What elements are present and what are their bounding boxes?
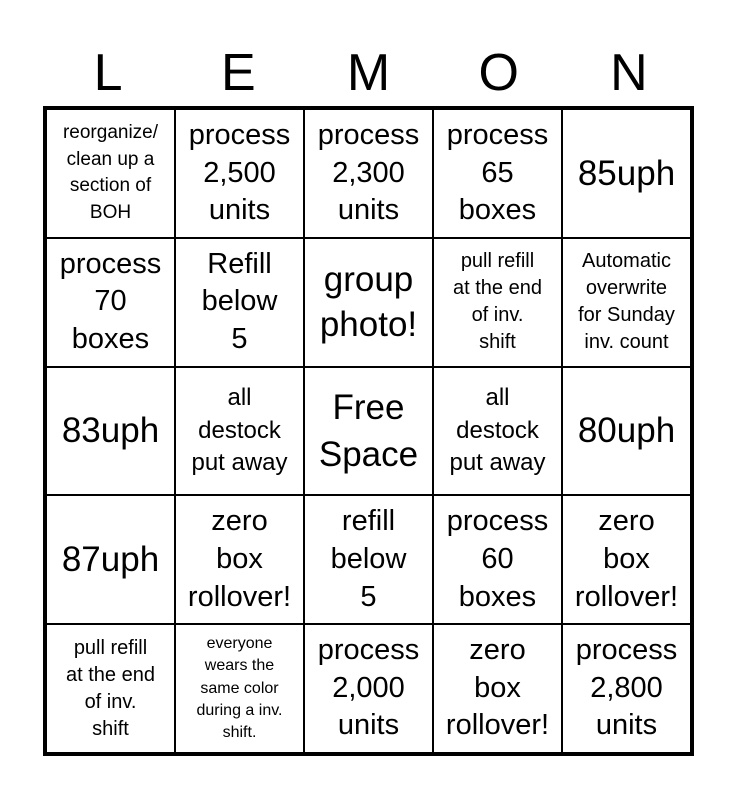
bingo-cell-r4-c4[interactable] — [433, 495, 562, 624]
bingo-cell-r4-c3[interactable] — [304, 495, 433, 624]
title-letter-o: O — [478, 44, 519, 102]
bingo-cell-r3-c5[interactable] — [562, 367, 691, 496]
bingo-title — [43, 40, 694, 106]
bingo-cell-text: all destock put away — [191, 384, 288, 477]
bingo-cell-text: Free Space — [318, 387, 419, 474]
bingo-cell-text: 87uph — [61, 540, 160, 580]
bingo-cell-r4-c2[interactable] — [175, 495, 304, 624]
title-letter-m: M — [346, 44, 391, 102]
bingo-cell-text: all destock put away — [449, 384, 546, 477]
bingo-cell-r5-c1[interactable] — [46, 624, 175, 753]
bingo-cell-text: 85uph — [577, 153, 676, 193]
bingo-cell-text: zero box rollover! — [187, 505, 292, 613]
bingo-cell-r1-c5[interactable] — [562, 109, 691, 238]
bingo-cell-r4-c1[interactable] — [46, 495, 175, 624]
bingo-cell-text: group photo! — [319, 259, 418, 345]
bingo-cell-text: zero box rollover! — [445, 634, 550, 742]
bingo-cell-text: process 2,500 units — [188, 118, 291, 227]
bingo-cell-r5-c2[interactable] — [175, 624, 304, 753]
bingo-cell-r5-c3[interactable] — [304, 624, 433, 753]
free-space-cell[interactable] — [304, 367, 433, 496]
bingo-cell-text: reorganize/ clean up a section of BOH — [62, 122, 159, 223]
bingo-cell-text: pull refill at the end of inv. shift — [66, 636, 155, 740]
bingo-board — [43, 106, 694, 756]
bingo-cell-text: process 65 boxes — [446, 118, 549, 227]
title-letter-e: E — [220, 44, 256, 102]
bingo-cell-r1-c1[interactable] — [46, 109, 175, 238]
bingo-cell-r5-c4[interactable] — [433, 624, 562, 753]
bingo-cell-r2-c4[interactable] — [433, 238, 562, 367]
bingo-cell-r4-c5[interactable] — [562, 495, 691, 624]
bingo-cell-r1-c4[interactable] — [433, 109, 562, 238]
bingo-cell-text: refill below 5 — [330, 505, 407, 613]
bingo-cell-text: Automatic overwrite for Sunday inv. count — [578, 250, 675, 354]
bingo-cell-text: everyone wears the same color during a inv. shift. — [196, 635, 283, 741]
title-letter-n: N — [610, 44, 648, 102]
bingo-cell-text: process 70 boxes — [59, 247, 162, 356]
bingo-cell-r3-c2[interactable] — [175, 367, 304, 496]
bingo-cell-r2-c5[interactable] — [562, 238, 691, 367]
bingo-cell-r2-c3[interactable] — [304, 238, 433, 367]
bingo-cell-r5-c5[interactable] — [562, 624, 691, 753]
bingo-cell-text: 80uph — [577, 411, 676, 451]
bingo-cell-r3-c1[interactable] — [46, 367, 175, 496]
bingo-cell-r2-c1[interactable] — [46, 238, 175, 367]
bingo-cell-text: process 2,800 units — [575, 634, 678, 742]
bingo-cell-text: process 2,300 units — [317, 118, 420, 227]
bingo-cell-r3-c4[interactable] — [433, 367, 562, 496]
bingo-cell-r1-c2[interactable] — [175, 109, 304, 238]
bingo-cell-r1-c3[interactable] — [304, 109, 433, 238]
bingo-cell-text: process 60 boxes — [446, 505, 549, 613]
bingo-cell-text: pull refill at the end of inv. shift — [453, 250, 542, 354]
bingo-cell-r2-c2[interactable] — [175, 238, 304, 367]
title-letter-l: L — [93, 44, 123, 102]
bingo-cell-text: 83uph — [61, 411, 160, 451]
bingo-cell-text: zero box rollover! — [574, 505, 679, 613]
bingo-cell-text: process 2,000 units — [317, 634, 420, 742]
bingo-cell-text: Refill below 5 — [201, 247, 278, 356]
